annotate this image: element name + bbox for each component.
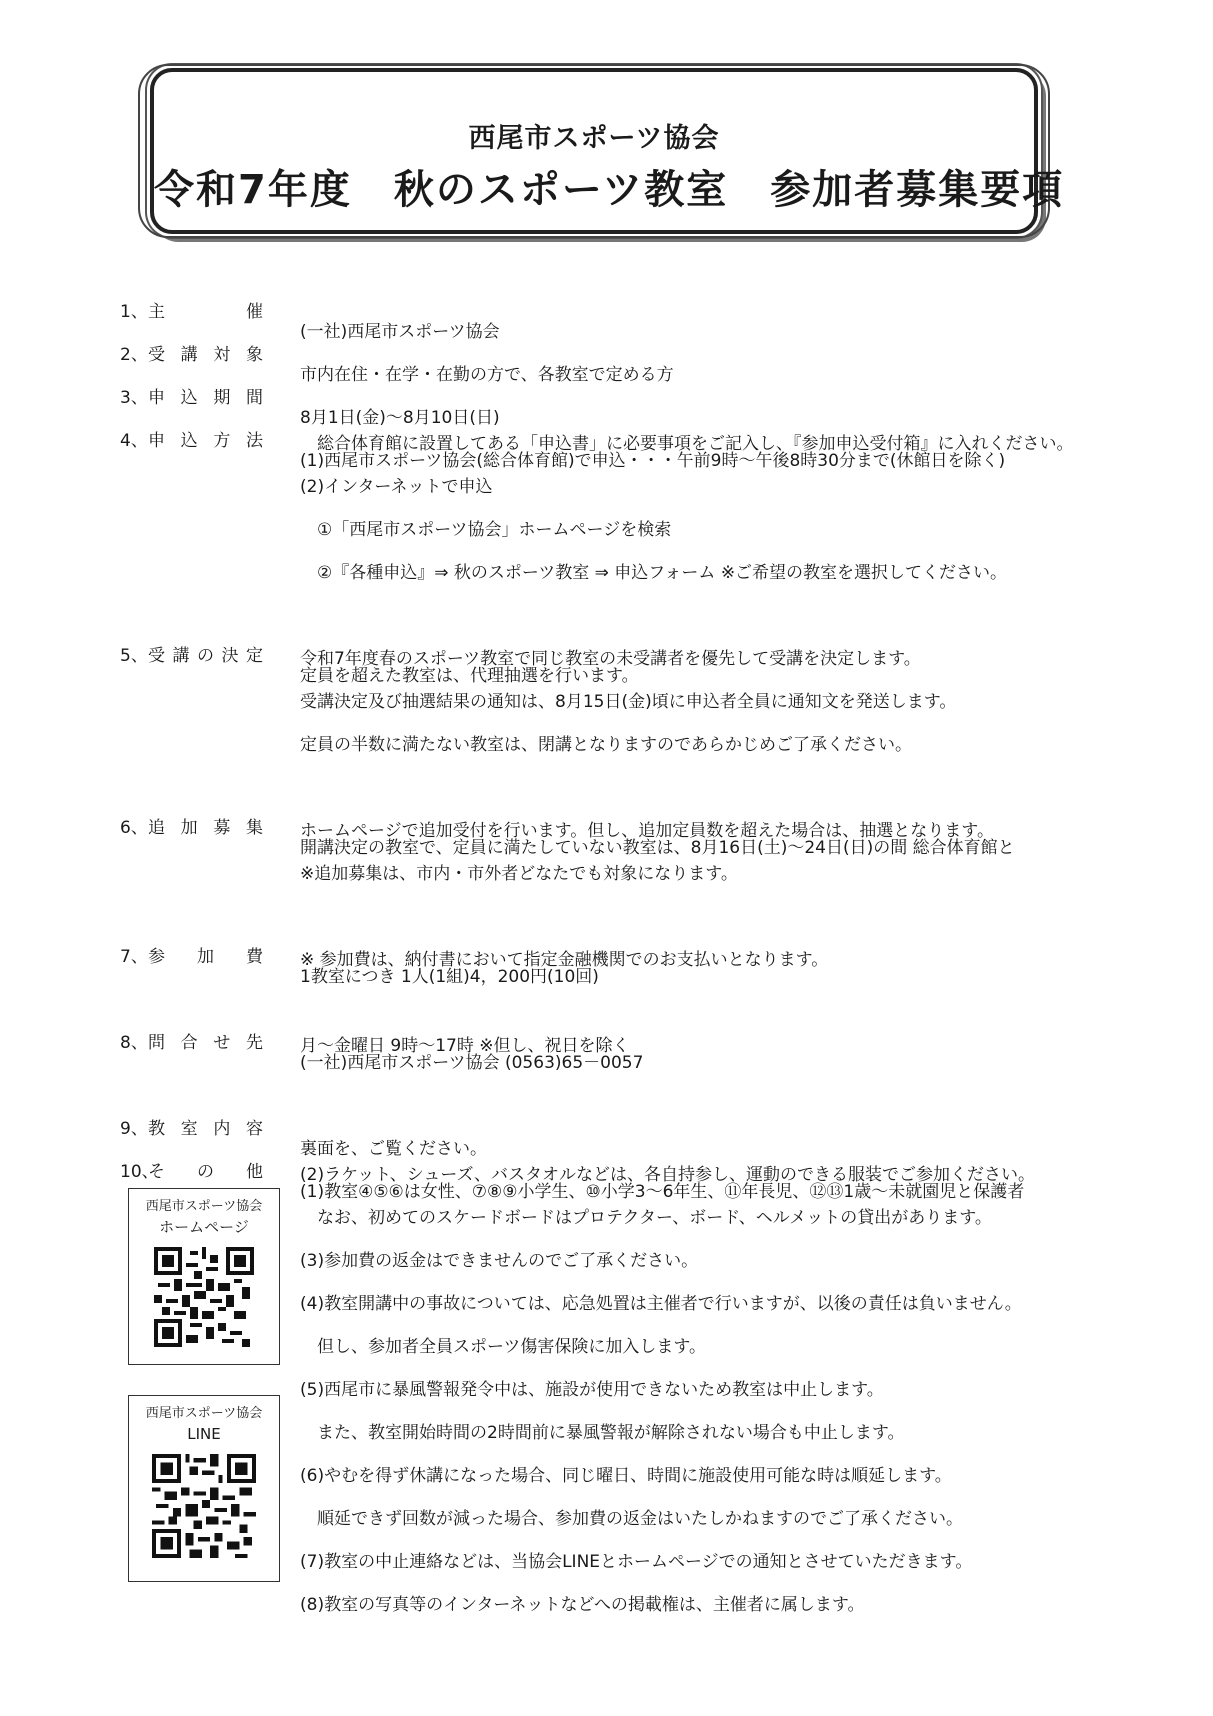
title-frame [150,68,1065,234]
item-value: (8)教室の写真等のインターネットなどへの掲載権は、主催者に属します。 [300,1595,865,1615]
item-value: (7)教室の中止連絡などは、当協会LINEとホームページでの通知とさせていただきます。 [300,1552,973,1572]
item-number: 10、 [120,1162,159,1182]
qr-code-icon[interactable] [154,1247,254,1347]
item-label: 申込期間 [148,388,263,408]
item-number: 2、 [120,345,148,365]
item-number: 8、 [120,1033,148,1053]
item-value: (3)参加費の返金はできませんのでご了承ください。 [300,1251,699,1271]
item-value: 総合体育館に設置してある「申込書」に必要事項をご記入し、『参加申込受付箱』に入れください。 [300,434,1074,454]
item-label: その他 [148,1162,263,1182]
item-value: 開講決定の教室で、定員に満たしていない教室は、8月16日(土)～24日(日)の間 総合体育館と [300,838,1015,858]
item-value: (2)ラケット、シューズ、バスタオルなどは、各自持参し、運動のできる服装でご参加ください。 [300,1165,1036,1185]
item-number: 5、 [120,646,148,666]
item-content [0,1074,487,1159]
qr-code-icon[interactable] [152,1454,256,1558]
item-label: 受講の決定 [148,646,263,666]
item-value: (6)やむを得ず休講になった場合、同じ曜日、時間に施設使用可能な時は順延します。 [300,1466,952,1486]
item-value: 但し、参加者全員スポーツ傷害保険に加入します。 [300,1337,706,1357]
item-value: 裏面を、ご覧ください。 [300,1139,487,1159]
item-value: 定員の半数に満たない教室は、閉講となりますのであらかじめご了承ください。 [300,735,912,755]
item-number: 7、 [120,947,148,967]
item-value: (5)西尾市に暴風警報発令中は、施設が使用できないため教室は中止します。 [300,1380,884,1400]
item-value: 令和7年度春のスポーツ教室で同じ教室の未受講者を優先して受講を決定します。 [300,649,921,669]
item-number: 3、 [120,388,148,408]
item-label: 問合せ先 [148,1033,263,1053]
qr-caption: LINE [187,1425,221,1443]
item-label: 受講対象 [148,345,263,365]
qr-caption: ホームページ [159,1218,249,1236]
item-label: 教室内容 [148,1119,263,1139]
item-value: (一社)西尾市スポーツ協会 [300,322,500,342]
item-number: 9、 [120,1119,148,1139]
item-value: 定員を超えた教室は、代理抽選を行います。 [300,666,639,686]
item-value: ホームページで追加受付を行います。但し、追加定員数を超えた場合は、抽選となります。 [300,821,994,841]
item-value: ※追加募集は、市内・市外者どなたでも対象になります。 [300,864,738,884]
item-organizer [0,257,500,342]
line-qr-box[interactable] [128,1395,280,1582]
item-value: (一社)西尾市スポーツ協会 (0563)65－0057 [300,1053,644,1073]
item-value: ①「西尾市スポーツ協会」ホームページを検索 [300,520,672,540]
item-label: 参加費 [148,947,263,967]
item-value: 受講決定及び抽選結果の通知は、8月15日(金)頃に申込者全員に通知文を発送します。 [300,692,957,712]
item-value: ②『各種申込』⇒ 秋のスポーツ教室 ⇒ 申込フォーム ※ご希望の教室を選択してください。 [300,563,1008,583]
item-value: 月～金曜日 9時～17時 ※但し、祝日を除く [300,1036,630,1056]
item-value: 1教室につき 1人(1組)4，200円(10回) [300,967,599,987]
item-value: (4)教室開講中の事故については、応急処置は主催者で行いますが、以後の責任は負いません。 [300,1294,1022,1314]
organization-title: 西尾市スポーツ協会 [468,123,720,154]
item-label: 申込方法 [148,431,263,451]
item-value: (2)インターネットで申込 [300,477,493,497]
item-value: 順延できず回数が減った場合、参加費の返金はいたしかねますのでご了承ください。 [300,1509,963,1529]
item-value: なお、初めてのスケードボードはプロテクター、ボード、ヘルメットの貸出があります。 [300,1208,992,1228]
item-number: 4、 [120,431,148,451]
item-value: (1)西尾市スポーツ協会(総合体育館)で申込・・・午前9時～午後8時30分まで(休館日を除く) [300,451,1006,471]
item-value: 8月1日(金)～8月10日(日) [300,408,500,428]
item-number: 1、 [120,302,148,322]
page-title: 令和7年度 秋のスポーツ教室 参加者募集要項 [154,167,1065,213]
item-value: ※ 参加費は、納付書において指定金融機関でのお支払いとなります。 [300,950,829,970]
homepage-qr-box[interactable] [128,1188,280,1365]
item-value: また、教室開始時間の2時間前に暴風警報が解除されない場合も中止します。 [300,1423,905,1443]
item-label: 主 催 [148,302,263,322]
item-label: 追加募集 [148,818,263,838]
item-value: 市内在住・在学・在勤の方で、各教室で定める方 [300,365,674,385]
item-value: (1)教室④⑤⑥は女性、⑦⑧⑨小学生、⑩小学3～6年生、⑪年長児、⑫⑬1歳～未就園児と保護者 [300,1182,1025,1202]
qr-caption: 西尾市スポーツ協会 [145,1199,263,1214]
qr-caption: 西尾市スポーツ協会 [145,1406,263,1421]
item-number: 6、 [120,818,148,838]
